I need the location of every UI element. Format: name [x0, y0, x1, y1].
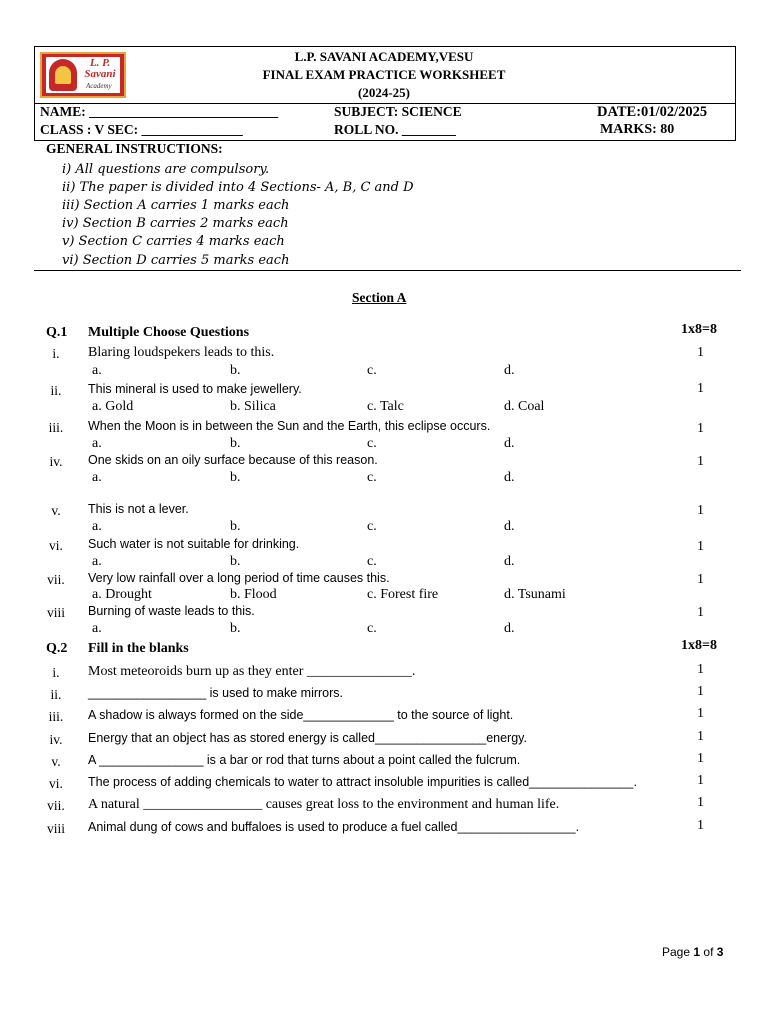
q2-item-number: vi. [49, 776, 63, 791]
q1-item-question: Very low rainfall over a long period of time causes this. [88, 571, 390, 585]
page-label: Page [662, 945, 691, 959]
q2-item-mark: 1 [697, 773, 704, 788]
q1-item-number: vii. [47, 572, 65, 587]
q2-item-number: vii. [47, 798, 65, 813]
q2-item-mark: 1 [697, 684, 704, 699]
q2-item-number: i. [52, 665, 60, 680]
q1-option: a. [92, 470, 102, 485]
q1-option: b. Flood [230, 587, 277, 602]
logo-text: L. P. Savani [84, 57, 116, 80]
q1-option: d. Tsunami [504, 587, 566, 602]
q1-option: b. [230, 363, 241, 378]
q1-option: a. [92, 436, 102, 451]
q2-item-mark: 1 [697, 795, 704, 810]
q1-option: a. Drought [92, 587, 152, 602]
q1-item-number: viii [46, 605, 65, 620]
q1-option: b. [230, 470, 241, 485]
q2-item-number: ii. [50, 687, 62, 702]
q1-option: c. Forest fire [367, 587, 439, 602]
q1-option: b. [230, 519, 241, 534]
divider [34, 270, 741, 271]
page-of: of [703, 945, 714, 959]
q1-item-mark: 1 [697, 539, 704, 554]
subject-field: SUBJECT: SCIENCE [334, 104, 462, 119]
q1-item-mark: 1 [697, 345, 704, 360]
q2-item-question: A _______________ is a bar or rod that turns about a point called the fulcrum. [88, 753, 521, 767]
q1-option: d. [504, 470, 515, 485]
q1-number: Q.1 [46, 325, 68, 340]
page-total: 3 [716, 945, 724, 959]
q2-title: Fill in the blanks [88, 641, 189, 656]
academic-year: (2024-25) [358, 85, 410, 100]
q2-number: Q.2 [46, 641, 68, 656]
q1-option: d. [504, 621, 515, 636]
q1-option: a. [92, 519, 102, 534]
q2-item-question: The process of adding chemicals to water to attract insoluble impurities is called_______________. [88, 775, 637, 789]
section-title: Section A [352, 290, 407, 305]
q2-item-question: A shadow is always formed on the side_____________ to the source of light. [88, 708, 514, 722]
instruction-item: v) Section C carries 4 marks each [62, 234, 285, 249]
instruction-item: iv) Section B carries 2 marks each [62, 216, 289, 231]
q1-item-mark: 1 [697, 605, 704, 620]
q1-option: a. [92, 363, 102, 378]
q1-option: d. [504, 554, 515, 569]
q1-option: a. [92, 554, 102, 569]
q2-item-number: v. [51, 754, 61, 769]
q1-option: c. [367, 554, 377, 569]
q1-item-number: iv. [49, 454, 63, 469]
q1-option: c. [367, 621, 377, 636]
q1-option: b. [230, 554, 241, 569]
q1-item-number: ii. [50, 383, 62, 398]
school-logo [40, 52, 126, 98]
page-footer [662, 945, 723, 959]
q1-option: d. [504, 519, 515, 534]
instruction-item: vi) Section D carries 5 marks each [62, 253, 290, 268]
q1-item-question: This mineral is used to make jewellery. [88, 382, 302, 396]
emblem-icon [49, 59, 77, 91]
q1-option: c. [367, 363, 377, 378]
q2-item-question: Energy that an object has as stored energy is called________________energy. [88, 731, 527, 745]
q1-option: b. Silica [230, 399, 276, 414]
q1-option: a. [92, 621, 102, 636]
q1-item-question: This is not a lever. [88, 502, 189, 516]
worksheet-title: FINAL EXAM PRACTICE WORKSHEET [262, 67, 506, 82]
q2-item-question: A natural _________________ causes great loss to the environment and human life. [88, 797, 560, 812]
q1-option: c. [367, 470, 377, 485]
q1-item-question: Such water is not suitable for drinking. [88, 537, 300, 551]
class-field: CLASS : V SEC: _______________ [40, 122, 243, 137]
q1-option: a. Gold [92, 399, 134, 414]
q1-marks: 1x8=8 [681, 322, 717, 337]
q1-item-mark: 1 [697, 454, 704, 469]
q2-item-question: Most meteoroids burn up as they enter _______________. [88, 664, 416, 679]
page-current: 1 [693, 945, 701, 959]
q1-option: b. [230, 621, 241, 636]
logo-subtext: Academy [86, 82, 112, 90]
q1-item-mark: 1 [697, 381, 704, 396]
q1-option: d. [504, 436, 515, 451]
q1-item-number: i. [52, 346, 60, 361]
q1-item-question: When the Moon is in between the Sun and the Earth, this eclipse occurs. [88, 419, 491, 433]
q1-item-question: Blaring loudspekers leads to this. [88, 345, 275, 360]
q1-item-mark: 1 [697, 503, 704, 518]
q1-option: d. Coal [504, 399, 545, 414]
roll-field: ROLL NO. ________ [334, 122, 456, 137]
q1-item-question: Burning of waste leads to this. [88, 604, 255, 618]
q1-option: c. [367, 519, 377, 534]
marks-field: MARKS: 80 [600, 122, 675, 137]
q2-item-mark: 1 [697, 751, 704, 766]
q2-item-mark: 1 [697, 706, 704, 721]
q1-item-number: vi. [49, 538, 63, 553]
q2-item-number: viii [46, 821, 65, 836]
name-field: NAME: ____________________________ [40, 104, 279, 119]
q1-option: d. [504, 363, 515, 378]
q1-item-mark: 1 [697, 421, 704, 436]
q2-item-question: _________________ is used to make mirrors. [88, 686, 344, 700]
q1-option: c. Talc [367, 399, 404, 414]
instruction-item: i) All questions are compulsory. [62, 162, 270, 177]
date-field: DATE:01/02/2025 [597, 104, 708, 120]
q1-option: c. [367, 436, 377, 451]
school-name: L.P. SAVANI ACADEMY,VESU [294, 49, 474, 64]
instructions-heading: GENERAL INSTRUCTIONS: [46, 141, 223, 156]
q1-item-number: iii. [48, 420, 64, 435]
q2-item-mark: 1 [697, 729, 704, 744]
q1-option: b. [230, 436, 241, 451]
q2-marks: 1x8=8 [681, 638, 717, 653]
instruction-item: ii) The paper is divided into 4 Sections- A, B, C and D [62, 180, 414, 195]
q2-item-mark: 1 [697, 662, 704, 677]
q1-item-number: v. [51, 503, 61, 518]
instruction-item: iii) Section A carries 1 marks each [62, 198, 290, 213]
q1-item-question: One skids on an oily surface because of this reason. [88, 453, 378, 467]
q2-item-number: iv. [49, 732, 63, 747]
q1-title: Multiple Choose Questions [88, 325, 250, 340]
q2-item-number: iii. [48, 709, 64, 724]
q1-item-mark: 1 [697, 572, 704, 587]
q2-item-mark: 1 [697, 818, 704, 833]
q2-item-question: Animal dung of cows and buffaloes is used to produce a fuel called_________________. [88, 820, 580, 834]
